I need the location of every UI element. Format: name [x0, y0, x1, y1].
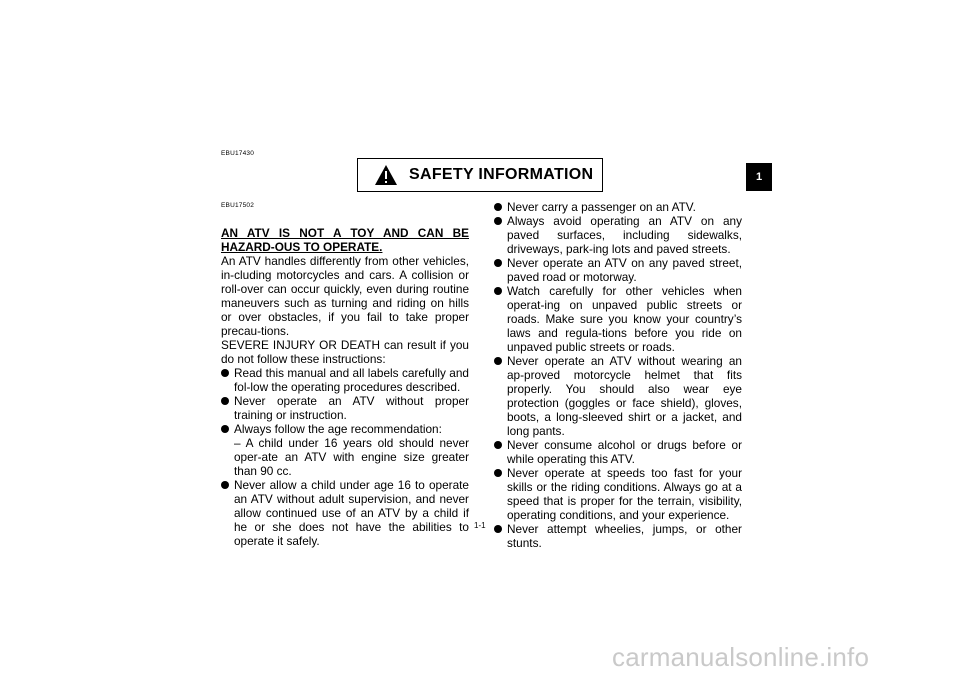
bullet-icon — [494, 217, 502, 225]
bullet-icon — [221, 369, 229, 377]
section-code-left: EBU17502 — [221, 202, 255, 209]
warning-triangle-icon — [374, 164, 398, 186]
list-item: Never consume alcohol or drugs before or while operating this ATV. — [494, 438, 742, 466]
left-bullet-list — [221, 366, 469, 548]
bullet-icon — [494, 287, 502, 295]
right-bullet-list — [494, 200, 742, 550]
page-title: SAFETY INFORMATION — [409, 166, 594, 183]
page-number: 1-1 — [474, 521, 486, 530]
bullet-icon — [221, 425, 229, 433]
list-item: Never operate an ATV without wearing an ap-proved motorcycle helmet that fits properly. You should also wear eye protection (goggles or face shield), gloves, boots, a long-sleeved shirt or a jacket, and long pants. — [494, 354, 742, 438]
bullet-icon — [494, 203, 502, 211]
section-heading: AN ATV IS NOT A TOY AND CAN BE HAZARD-OUS TO OPERATE. — [221, 226, 469, 254]
bullet-icon — [494, 259, 502, 267]
section-code-top: EBU17430 — [221, 150, 255, 157]
bullet-icon — [221, 481, 229, 489]
list-item: Never operate an ATV without proper training or instruction. — [221, 394, 469, 422]
list-item: Never operate at speeds too fast for your skills or the riding conditions. Always go at a speed that is proper for the terrain, visibility, operating conditions, and your experience. — [494, 466, 742, 522]
list-item: Always avoid operating an ATV on any paved surfaces, including sidewalks, driveways, park-ing lots and paved streets. — [494, 214, 742, 256]
bullet-icon — [494, 357, 502, 365]
list-item: Never allow a child under age 16 to operate an ATV without adult supervision, and never allow continued use of an ATV by a child if he or she does not have the abilities to operate it safely. — [221, 478, 469, 548]
sub-item: – A child under 16 years old should never oper-ate an ATV with engine size greater than 90 cc. — [234, 436, 469, 478]
bullet-icon — [494, 469, 502, 477]
list-item: Never operate an ATV on any paved street, paved road or motorway. — [494, 256, 742, 284]
watermark-text: carmanualsonline.info — [612, 642, 870, 672]
right-column — [494, 200, 742, 550]
bullet-icon — [221, 397, 229, 405]
list-item: Never attempt wheelies, jumps, or other stunts. — [494, 522, 742, 550]
left-column — [221, 226, 469, 548]
list-item: Read this manual and all labels carefully and fol-low the operating procedures described. — [221, 366, 469, 394]
intro-paragraph: An ATV handles differently from other vehicles, in-cluding motorcycles and cars. A collision or roll-over can occur quickly, even during routine maneuvers such as turning and riding on hills or over obstacles, if you fail to take proper precau-tions. — [221, 254, 469, 338]
chapter-tab: 1 — [746, 163, 772, 191]
bullet-icon — [494, 441, 502, 449]
section-title-box — [357, 158, 603, 192]
warning-paragraph: SEVERE INJURY OR DEATH can result if you do not follow these instructions: — [221, 338, 469, 366]
list-item: Watch carefully for other vehicles when operat-ing on unpaved public streets or roads. Make sure you know your country’s laws and regula-tions before you ride on unpaved public streets or roads. — [494, 284, 742, 354]
list-item: Always follow the age recommendation: – A child under 16 years old should never oper-ate an ATV with engine size greater than 90 cc. — [221, 422, 469, 478]
bullet-icon — [494, 525, 502, 533]
list-item: Never carry a passenger on an ATV. — [494, 200, 742, 214]
